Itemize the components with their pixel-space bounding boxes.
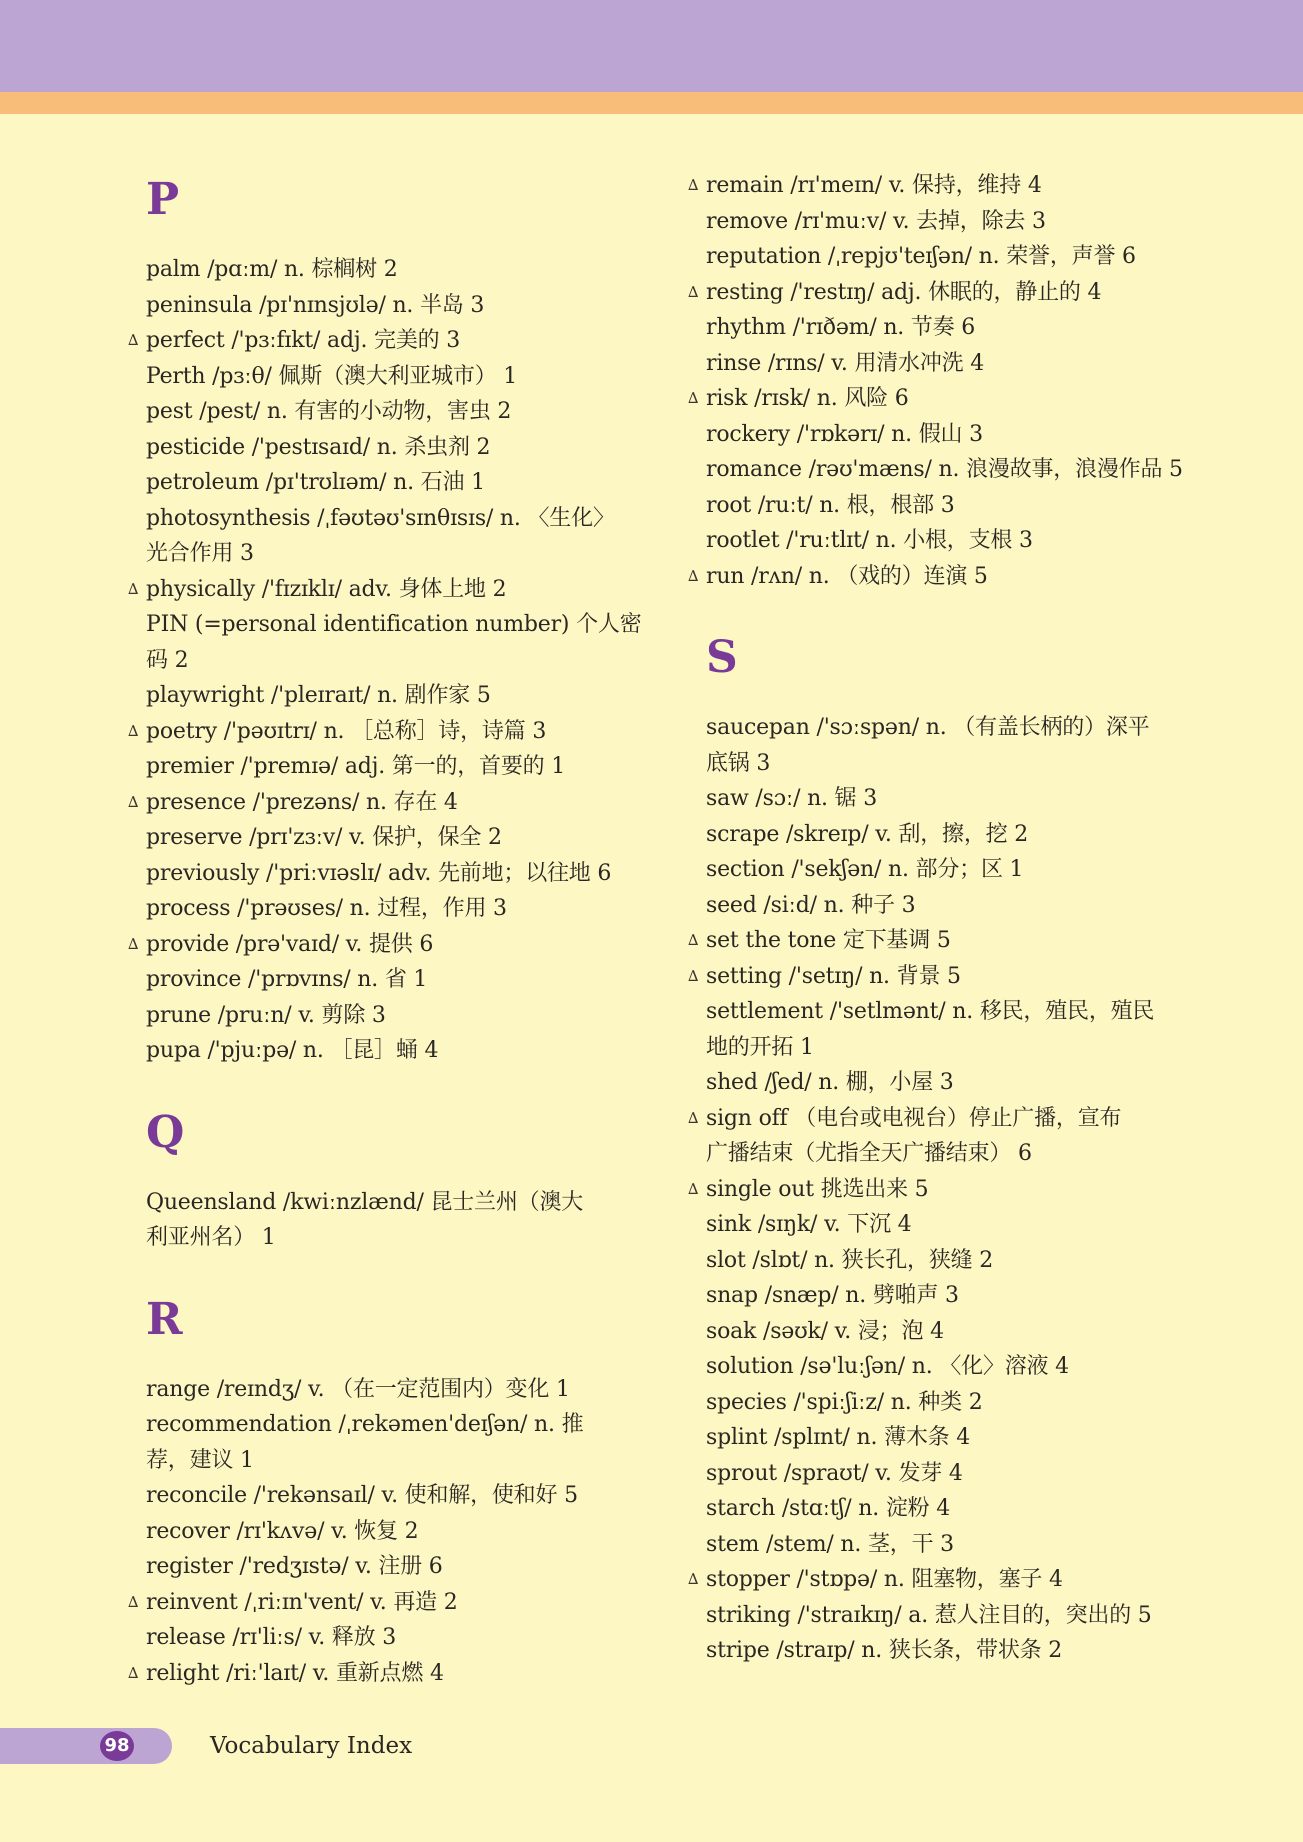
triangle-icon: ∆ — [688, 566, 699, 585]
vocab-entry — [688, 1562, 1203, 1598]
vocab-entry-line — [688, 1243, 1203, 1279]
vocab-entry-line — [688, 1065, 1203, 1101]
vocab-entry — [128, 288, 643, 324]
triangle-icon: ∆ — [688, 1179, 699, 1198]
vocab-entry-text: reconcile /'rekənsaɪl/ v. 使和解，使和好 5 — [146, 1483, 578, 1508]
vocab-entry-text: settlement /'setlmənt/ n. 移民，殖民，殖民 — [706, 999, 1155, 1024]
vocab-entry — [688, 1385, 1203, 1421]
vocab-entry-text: premier /'premɪə/ adj. 第一的，首要的 1 — [146, 754, 566, 779]
vocab-entry — [128, 1585, 643, 1621]
vocab-entry-line — [128, 1549, 643, 1585]
vocab-entry-text: stem /stem/ n. 茎，干 3 — [706, 1531, 954, 1557]
vocab-entry — [128, 501, 643, 572]
vocab-entry-text: reinvent /ˌriːɪn'vent/ v. 再造 2 — [146, 1589, 458, 1615]
vocab-entry-continuation: 地的开拓 1 — [706, 1034, 814, 1060]
vocab-entry-continuation: 光合作用 3 — [146, 541, 254, 566]
vocab-entry-line — [128, 820, 643, 856]
vocab-entry — [128, 927, 643, 963]
vocab-entry-line — [128, 1514, 643, 1550]
vocab-entry-text: rockery /'rɒkərɪ/ n. 假山 3 — [706, 421, 983, 447]
vocab-entry-text: petroleum /pɪ'trʊlɪəm/ n. 石油 1 — [146, 470, 485, 495]
vocab-entry-text: resting /'restɪŋ/ adj. 休眠的，静止的 4 — [706, 279, 1102, 305]
vocab-entry — [688, 204, 1203, 240]
vocab-entry — [688, 1527, 1203, 1563]
vocab-entry-text: relight /riː'laɪt/ v. 重新点燃 4 — [146, 1660, 444, 1686]
vocab-entry — [688, 781, 1203, 817]
vocab-entry-line — [688, 1491, 1203, 1527]
vocab-entry-text: register /'redʒɪstə/ v. 注册 6 — [146, 1554, 443, 1579]
vocab-entry-text: rhythm /'rɪðəm/ n. 节奏 6 — [706, 315, 976, 340]
vocab-entry-text: starch /stɑːtʃ/ n. 淀粉 4 — [706, 1496, 951, 1521]
vocab-entry-line — [128, 1185, 643, 1221]
vocab-entry — [688, 1491, 1203, 1527]
vocab-entry — [128, 323, 643, 359]
vocab-entry-line — [128, 856, 643, 892]
vocab-entry-text: reputation /ˌrepjʊ'teɪʃən/ n. 荣誉，声誉 6 — [706, 244, 1136, 269]
vocab-entry-line — [688, 1101, 1203, 1137]
vocab-entry-text: sink /sɪŋk/ v. 下沉 4 — [706, 1212, 912, 1237]
vocab-entry-line — [128, 927, 643, 963]
vocab-entry-text: recommendation /ˌrekəmen'deɪʃən/ n. 推 — [146, 1412, 584, 1437]
vocab-entry-line — [688, 1385, 1203, 1421]
section-letter: Q — [146, 1106, 185, 1158]
vocab-entry-text: physically /'fɪzɪklɪ/ adv. 身体上地 2 — [146, 576, 507, 602]
vocab-entry-line — [128, 1656, 643, 1692]
vocab-entry-line — [128, 785, 643, 821]
vocab-entry — [688, 1243, 1203, 1279]
vocab-entry-text: pest /pest/ n. 有害的小动物，害虫 2 — [146, 399, 512, 424]
section-gap — [688, 594, 1203, 628]
vocab-entry — [128, 820, 643, 856]
vocab-entry-line — [128, 1478, 643, 1514]
vocab-entry-text: set the tone 定下基调 5 — [706, 928, 951, 953]
section-gap — [128, 1069, 643, 1103]
vocab-entry — [128, 607, 643, 678]
vocab-entry — [688, 1420, 1203, 1456]
vocab-entry — [688, 710, 1203, 781]
vocab-entry — [688, 488, 1203, 524]
vocab-entry — [128, 678, 643, 714]
header-band — [0, 0, 1303, 92]
triangle-icon: ∆ — [688, 931, 699, 949]
triangle-icon: ∆ — [128, 934, 139, 953]
vocab-entry-text: peninsula /pɪ'nɪnsjʊlə/ n. 半岛 3 — [146, 292, 485, 318]
vocab-entry-text: Queensland /kwiːnzlænd/ 昆士兰州（澳大 — [146, 1189, 584, 1215]
vocab-entry-line — [688, 239, 1203, 275]
vocab-entry-line — [688, 559, 1203, 595]
vocab-entry-line — [688, 488, 1203, 524]
vocab-entry — [128, 962, 643, 998]
vocab-entry-line — [128, 1620, 643, 1656]
vocab-entry-line — [688, 346, 1203, 382]
vocab-entry-continuation: 广播结束（尤指全天广播结束） 6 — [706, 1141, 1032, 1166]
vocab-entry — [688, 959, 1203, 995]
vocab-entry — [128, 998, 643, 1034]
vocab-entry — [128, 1514, 643, 1550]
vocab-entry-text: Perth /pɜːθ/ 佩斯（澳大利亚城市） 1 — [146, 363, 518, 389]
vocab-entry-line — [128, 962, 643, 998]
vocab-entry — [688, 559, 1203, 595]
vocab-entry — [688, 346, 1203, 382]
vocab-entry-line — [688, 1207, 1203, 1243]
footer-tab — [0, 1728, 172, 1764]
vocab-entry-text: sprout /spraʊt/ v. 发芽 4 — [706, 1460, 963, 1486]
vocab-entry-line — [128, 252, 643, 288]
vocab-entry-text: striking /'straɪkɪŋ/ a. 惹人注目的，突出的 5 — [706, 1602, 1152, 1628]
vocab-entry — [128, 785, 643, 821]
vocab-entry-text: solution /sə'luːʃən/ n. 〈化〉溶液 4 — [706, 1354, 1069, 1379]
vocab-entry-text: romance /rəʊ'mæns/ n. 浪漫故事，浪漫作品 5 — [706, 457, 1183, 482]
vocab-entry — [688, 417, 1203, 453]
vocab-entry-text: range /reɪndʒ/ v. （在一定范围内）变化 1 — [146, 1376, 570, 1402]
vocab-entry-line — [128, 1033, 643, 1069]
vocab-entry-line — [688, 1527, 1203, 1563]
vocab-entry-line — [128, 359, 643, 395]
vocab-entry-text: shed /ʃed/ n. 棚，小屋 3 — [706, 1070, 954, 1095]
vocab-entry — [128, 359, 643, 395]
vocab-entry-text: prune /pruːn/ v. 剪除 3 — [146, 1002, 386, 1028]
vocab-entry-line — [128, 1372, 643, 1408]
vocab-entry — [128, 891, 643, 927]
vocab-entry — [688, 452, 1203, 488]
vocab-entry-line — [688, 959, 1203, 995]
vocab-entry-line — [688, 1314, 1203, 1350]
vocab-entry — [688, 1456, 1203, 1492]
vocab-entry-line — [688, 994, 1203, 1030]
vocab-entry — [688, 1065, 1203, 1101]
vocab-entry-continuation: 底锅 3 — [706, 750, 771, 776]
vocab-entry-text: PIN (=personal identification number) 个人密 — [146, 612, 642, 637]
vocab-entry — [128, 1185, 643, 1256]
vocab-entry-line — [688, 817, 1203, 853]
vocab-entry — [128, 856, 643, 892]
vocab-entry-text: palm /pɑːm/ n. 棕榈树 2 — [146, 257, 398, 282]
vocab-entry-text: seed /siːd/ n. 种子 3 — [706, 892, 916, 918]
vocab-entry — [688, 168, 1203, 204]
vocab-entry-text: sign off （电台或电视台）停止广播，宣布 — [706, 1105, 1122, 1131]
vocab-entry — [688, 275, 1203, 311]
vocab-entry-text: remove /rɪ'muːv/ v. 去掉，除去 3 — [706, 208, 1046, 234]
left-column — [128, 170, 643, 1691]
vocab-entry-text: previously /'priːvɪəslɪ/ adv. 先前地；以往地 6 — [146, 860, 612, 886]
vocab-entry-text: presence /'prezəns/ n. 存在 4 — [146, 789, 458, 815]
vocab-entry-text: saw /sɔː/ n. 锯 3 — [706, 786, 878, 811]
vocab-entry — [688, 523, 1203, 559]
vocab-entry-line — [128, 891, 643, 927]
right-column — [688, 168, 1203, 1669]
vocab-entry-line — [688, 1562, 1203, 1598]
vocab-entry-line — [688, 1278, 1203, 1314]
vocab-entry-line — [688, 1633, 1203, 1669]
vocab-entry-line — [128, 465, 643, 501]
vocab-entry — [128, 252, 643, 288]
vocab-entry — [128, 1620, 643, 1656]
vocab-entry-text: rinse /rɪns/ v. 用清水冲洗 4 — [706, 350, 985, 376]
section-letter: P — [146, 174, 180, 225]
vocab-entry-text: provide /prə'vaɪd/ v. 提供 6 — [146, 931, 434, 957]
vocab-entry — [128, 749, 643, 785]
vocab-entry — [128, 1549, 643, 1585]
header-accent-stripe — [0, 92, 1303, 114]
section-letter: S — [706, 632, 738, 683]
vocab-entry-line — [688, 710, 1203, 746]
vocab-entry-line — [688, 168, 1203, 204]
vocab-entry-text: setting /'setɪŋ/ n. 背景 5 — [706, 963, 961, 989]
vocab-entry-text: risk /rɪsk/ n. 风险 6 — [706, 386, 909, 411]
vocab-entry — [688, 994, 1203, 1065]
vocab-entry — [128, 714, 643, 750]
vocab-entry-text: recover /rɪ'kʌvə/ v. 恢复 2 — [146, 1518, 419, 1544]
vocab-entry-line — [128, 749, 643, 785]
footer-label: Vocabulary Index — [210, 1733, 413, 1759]
vocab-entry-continuation: 荐，建议 1 — [146, 1447, 254, 1473]
vocab-entry-line — [688, 1349, 1203, 1385]
vocab-entry-text: single out 挑选出来 5 — [706, 1176, 929, 1202]
vocab-entry — [128, 1407, 643, 1478]
section-gap — [128, 1256, 643, 1290]
vocab-entry-line — [128, 678, 643, 714]
vocab-entry — [688, 1101, 1203, 1172]
vocab-entry — [688, 381, 1203, 417]
vocab-entry — [128, 1656, 643, 1692]
vocab-entry-line — [128, 1407, 643, 1443]
vocab-entry-text: saucepan /'sɔːspən/ n. （有盖长柄的）深平 — [706, 715, 1150, 740]
triangle-icon: ∆ — [128, 1592, 139, 1611]
vocab-entry-text: remain /rɪ'meɪn/ v. 保持，维持 4 — [706, 173, 1042, 198]
vocab-entry-text: soak /səʊk/ v. 浸；泡 4 — [706, 1318, 944, 1344]
vocab-entry-line — [688, 923, 1203, 959]
vocab-entry — [688, 888, 1203, 924]
vocab-entry-text: rootlet /'ruːtlɪt/ n. 小根，支根 3 — [706, 528, 1033, 553]
vocab-entry — [128, 430, 643, 466]
vocab-entry — [688, 1172, 1203, 1208]
vocab-entry-line — [128, 998, 643, 1034]
triangle-icon: ∆ — [128, 579, 139, 598]
vocab-entry-line — [128, 288, 643, 324]
vocab-entry-line — [128, 394, 643, 430]
vocab-entry-text: process /'prəʊses/ n. 过程，作用 3 — [146, 896, 507, 921]
vocab-entry-line — [688, 1456, 1203, 1492]
vocab-entry — [688, 852, 1203, 888]
vocab-entry — [688, 1314, 1203, 1350]
section-letter: R — [146, 1293, 183, 1345]
vocab-entry-line — [688, 781, 1203, 817]
triangle-icon: ∆ — [128, 721, 139, 740]
triangle-icon: ∆ — [688, 389, 699, 407]
vocab-entry-line — [688, 1172, 1203, 1208]
vocab-entry-line — [688, 1598, 1203, 1634]
vocab-entry-text: perfect /'pɜːfɪkt/ adj. 完美的 3 — [146, 328, 461, 353]
vocab-entry-text: province /'prɒvɪns/ n. 省 1 — [146, 967, 428, 992]
vocab-entry-line — [128, 501, 643, 537]
vocab-entry-line — [128, 323, 643, 359]
vocab-entry-line — [128, 607, 643, 643]
triangle-icon: ∆ — [688, 176, 699, 194]
vocab-entry-line — [688, 310, 1203, 346]
vocab-entry-text: photosynthesis /ˌfəʊtəʊ'sɪnθɪsɪs/ n. 〈生化〉 — [146, 505, 615, 531]
vocab-entry-line — [128, 572, 643, 608]
vocab-entry — [128, 465, 643, 501]
vocab-entry-line — [688, 452, 1203, 488]
vocab-entry-line — [688, 888, 1203, 924]
triangle-icon: ∆ — [128, 792, 139, 811]
vocab-entry-text: stripe /straɪp/ n. 狭长条，带状条 2 — [706, 1638, 1063, 1663]
vocab-entry-line — [688, 204, 1203, 240]
vocab-entry — [688, 1278, 1203, 1314]
vocab-entry — [688, 1633, 1203, 1669]
vocab-entry — [128, 394, 643, 430]
vocab-entry-line — [688, 417, 1203, 453]
vocab-entry — [128, 1478, 643, 1514]
triangle-icon: ∆ — [688, 1108, 699, 1127]
vocab-entry-line — [688, 1420, 1203, 1456]
vocab-entry-text: scrape /skreɪp/ v. 刮，擦，挖 2 — [706, 821, 1029, 847]
vocab-entry-continuation: 利亚州名） 1 — [146, 1225, 276, 1250]
vocab-entry-text: species /'spiːʃiːz/ n. 种类 2 — [706, 1389, 983, 1415]
vocab-entry-continuation: 码 2 — [146, 647, 189, 673]
vocab-entry-line — [688, 852, 1203, 888]
vocab-entry-text: preserve /prɪ'zɜːv/ v. 保护，保全 2 — [146, 825, 502, 850]
triangle-icon: ∆ — [688, 966, 699, 985]
vocab-entry — [688, 310, 1203, 346]
vocab-entry-text: snap /snæp/ n. 劈啪声 3 — [706, 1283, 959, 1308]
triangle-icon: ∆ — [688, 282, 699, 301]
vocab-entry-line — [688, 523, 1203, 559]
triangle-icon: ∆ — [128, 331, 139, 349]
vocab-entry — [128, 1372, 643, 1408]
vocab-entry-line — [128, 1585, 643, 1621]
triangle-icon: ∆ — [128, 1663, 139, 1682]
vocab-entry-text: playwright /'pleɪraɪt/ n. 剧作家 5 — [146, 683, 491, 708]
vocab-entry-text: run /rʌn/ n. （戏的）连演 5 — [706, 563, 988, 589]
vocab-entry — [128, 1033, 643, 1069]
vocab-entry — [688, 923, 1203, 959]
vocab-entry — [688, 817, 1203, 853]
vocab-entry — [688, 1598, 1203, 1634]
vocab-entry-text: stopper /'stɒpə/ n. 阻塞物，塞子 4 — [706, 1567, 1063, 1592]
vocab-entry — [128, 572, 643, 608]
vocab-entry — [688, 239, 1203, 275]
vocab-entry-text: pupa /'pjuːpə/ n. ［昆］蛹 4 — [146, 1038, 439, 1063]
vocab-entry-text: root /ruːt/ n. 根，根部 3 — [706, 492, 955, 518]
vocab-entry-line — [688, 381, 1203, 417]
vocab-entry-line — [688, 275, 1203, 311]
vocab-entry — [688, 1207, 1203, 1243]
page-number: 98 — [100, 1731, 134, 1761]
vocab-entry-line — [128, 714, 643, 750]
triangle-icon: ∆ — [688, 1570, 699, 1588]
vocab-entry-text: poetry /'pəʊɪtrɪ/ n. ［总称］诗，诗篇 3 — [146, 718, 547, 744]
vocab-entry-text: splint /splɪnt/ n. 薄木条 4 — [706, 1425, 971, 1450]
vocab-entry-text: release /rɪ'liːs/ v. 释放 3 — [146, 1625, 396, 1650]
vocab-entry-line — [128, 430, 643, 466]
vocab-entry-text: section /'sekʃən/ n. 部分；区 1 — [706, 857, 1024, 882]
vocab-entry-text: pesticide /'pestɪsaɪd/ n. 杀虫剂 2 — [146, 434, 491, 460]
vocab-entry — [688, 1349, 1203, 1385]
vocab-entry-text: slot /slɒt/ n. 狭长孔，狭缝 2 — [706, 1247, 994, 1273]
